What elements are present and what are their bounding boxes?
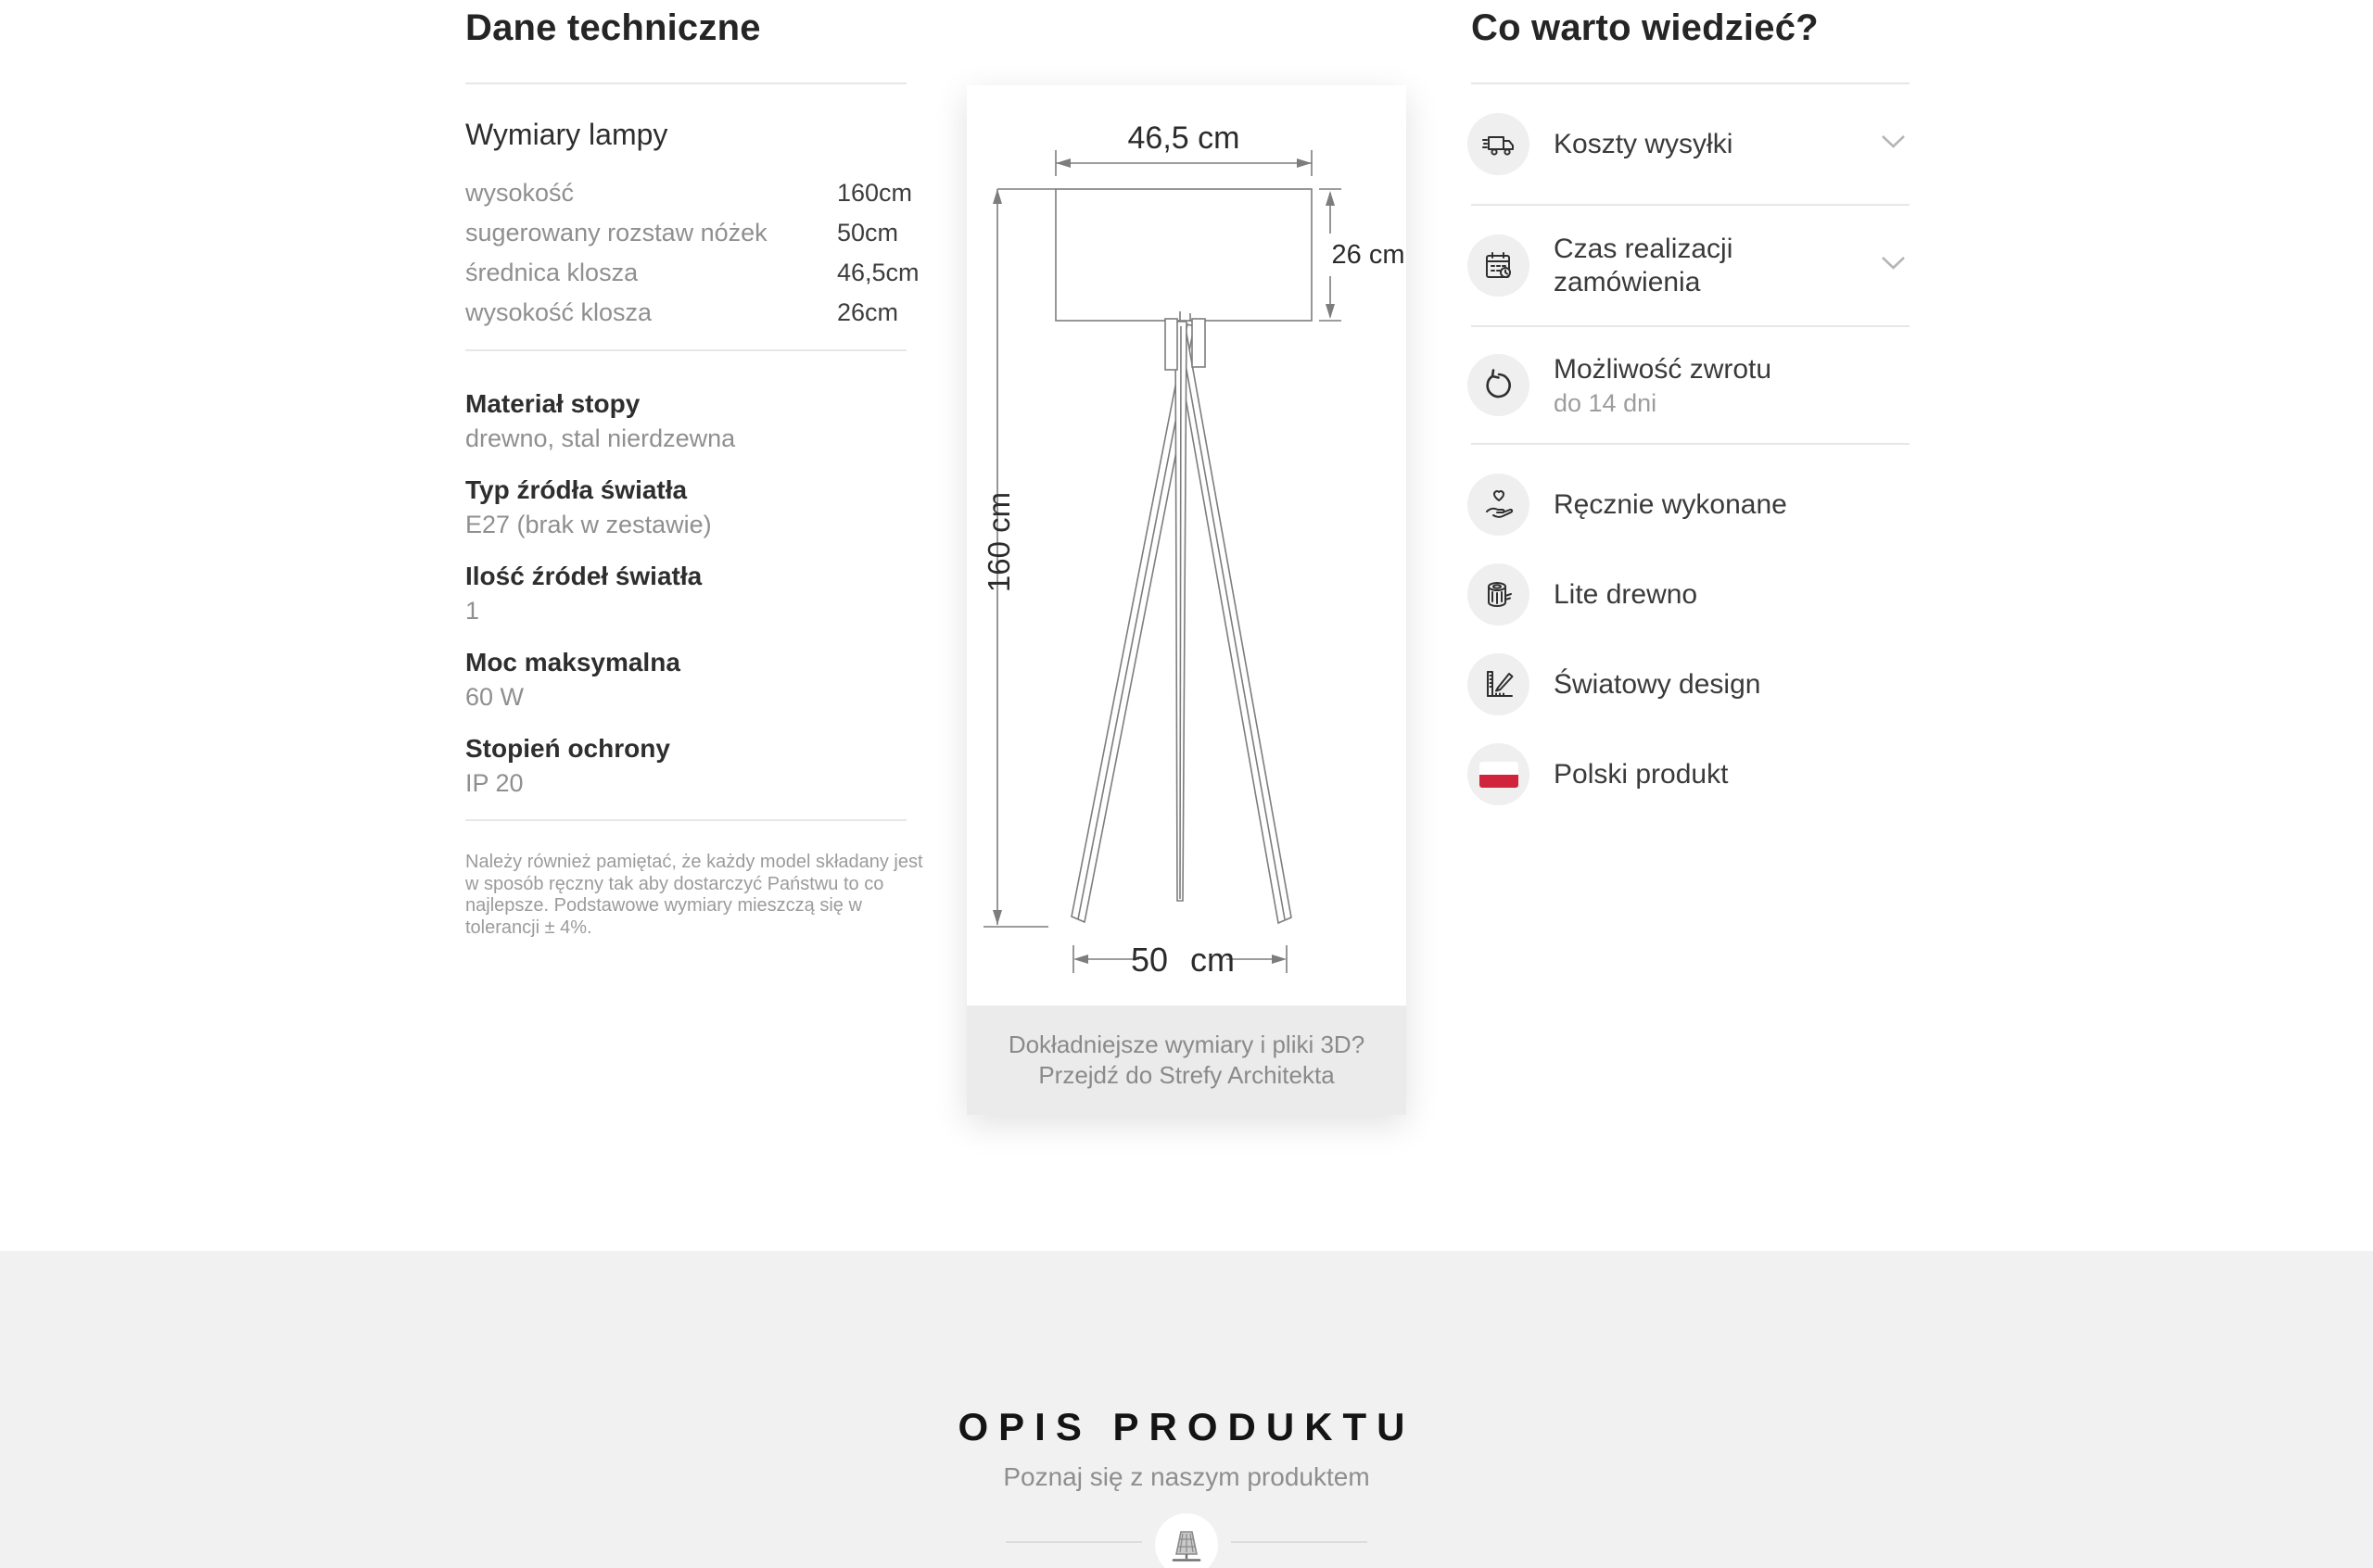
list-item-solid-wood [1471, 550, 1910, 639]
spec-title: Ilość źródeł światła [465, 562, 703, 590]
poland-flag-icon [1467, 743, 1529, 805]
spec-group [465, 388, 907, 454]
item-label: Koszty wysyłki [1554, 128, 1733, 159]
list-item-handmade [1471, 460, 1910, 550]
section-subtitle: Poznaj się z naszym produktem [1003, 1462, 1370, 1491]
divider [465, 82, 907, 84]
lamp-badge [1155, 1513, 1218, 1568]
dim-bottom-label: 50 cm [1130, 941, 1236, 979]
dimension-label: wysokość [465, 179, 575, 207]
technical-data-section [465, 0, 923, 939]
good-to-know-title: Co warto wiedzieć? [1471, 7, 1819, 48]
tolerance-note: Należy również pamiętać, że każdy model składany jest w sposób ręczny tak aby dostarczyć Państwu to co najlepsze. Podstawowe wymiary mieszczą się w tolerancji ± 4%. [465, 852, 923, 938]
list-item-design [1471, 639, 1910, 729]
dim-left-label: 160 cm [982, 491, 1016, 593]
dim-right-label: 26 cm [1331, 240, 1405, 270]
spec-group [465, 474, 907, 540]
item-label: Światowy design [1554, 668, 1761, 700]
spec-value: 1 [465, 597, 480, 625]
wood-icon [1467, 563, 1529, 626]
dimension-value: 46,5cm [837, 259, 920, 286]
dimension-label: średnica klosza [465, 259, 639, 286]
table-row [465, 257, 920, 297]
item-sublabel: do 14 dni [1554, 388, 1657, 417]
dimension-value: 50cm [837, 219, 899, 247]
product-description-section [0, 1251, 2373, 1568]
item-label: Ręcznie wykonane [1554, 488, 1787, 520]
dimension-table [465, 177, 920, 336]
spec-title: Typ źródła światła [465, 475, 688, 504]
item-label: Możliwość zwrotu [1554, 353, 1772, 385]
chevron-down-icon[interactable] [1881, 134, 1906, 154]
design-icon [1467, 653, 1529, 715]
item-label: Polski produkt [1554, 758, 1729, 790]
chevron-down-icon[interactable] [1881, 256, 1906, 275]
technical-data-title: Dane techniczne [465, 7, 761, 48]
spec-value: IP 20 [465, 769, 524, 797]
spec-title: Stopień ochrony [465, 734, 670, 763]
spec-title: Materiał stopy [465, 389, 641, 418]
list-item-polish-product [1471, 729, 1910, 819]
divider [465, 819, 907, 821]
item-label: Lite drewno [1554, 578, 1698, 610]
spec-value: E27 (brak w zestawie) [465, 511, 712, 538]
divider [465, 349, 907, 351]
decor-line-right [1231, 1541, 1367, 1543]
spec-title: Moc maksymalna [465, 648, 680, 677]
architect-zone-link[interactable] [967, 1005, 1406, 1115]
handmade-icon [1467, 474, 1529, 536]
section-title: OPIS PRODUKTU [958, 1405, 1415, 1448]
table-row [465, 177, 913, 217]
lamp-drawing-svg [967, 85, 1406, 1005]
return-icon [1467, 354, 1529, 416]
calendar-icon [1467, 234, 1529, 297]
spec-group [465, 561, 907, 626]
lamp-dimensions-title: Wymiary lampy [465, 118, 668, 151]
list-item-returns [1471, 327, 1910, 445]
caption-line-1: Dokładniejsze wymiary i pliki 3D? [1008, 1031, 1365, 1058]
spec-list [465, 388, 907, 799]
accordion-fulfillment-time[interactable] [1471, 206, 1910, 327]
dimension-value: 160cm [837, 179, 913, 207]
spec-value: drewno, stal nierdzewna [465, 424, 736, 452]
dim-top-label: 46,5 cm [1127, 120, 1240, 156]
spec-group [465, 733, 907, 799]
accordion-shipping-costs[interactable] [1471, 84, 1910, 206]
lamp-icon [1166, 1524, 1207, 1565]
dimension-label: sugerowany rozstaw nóżek [465, 219, 768, 247]
decor-line-left [1006, 1541, 1142, 1543]
table-row [465, 297, 907, 336]
dimension-label: wysokość klosza [465, 298, 653, 326]
drawing-panel [967, 85, 1406, 1115]
truck-icon [1467, 113, 1529, 175]
caption-line-2: Przejdź do Strefy Architekta [1038, 1061, 1335, 1089]
spec-value: 60 W [465, 683, 525, 711]
good-to-know-section [1471, 0, 1910, 819]
spec-group [465, 647, 907, 713]
item-label: Czas realizacji zamówienia [1554, 233, 1733, 297]
table-row [465, 217, 907, 257]
lamp-technical-drawing [967, 85, 1406, 1005]
item-text [1554, 353, 1771, 418]
dimension-value: 26cm [837, 298, 899, 326]
